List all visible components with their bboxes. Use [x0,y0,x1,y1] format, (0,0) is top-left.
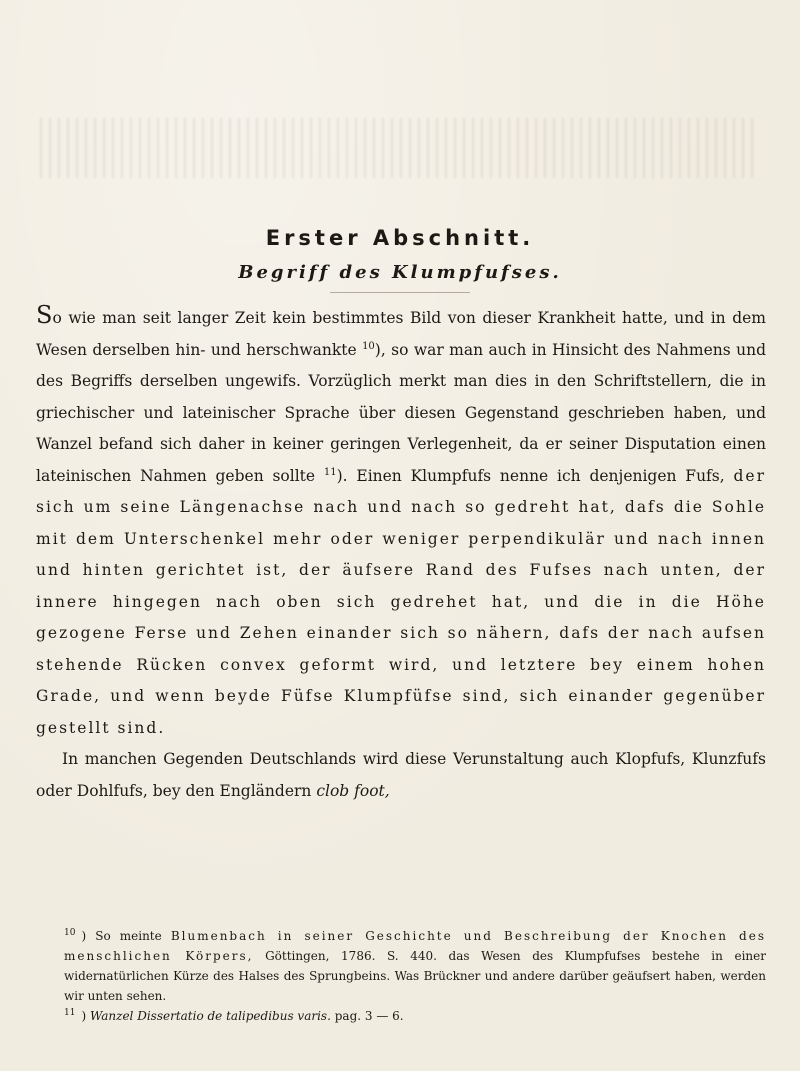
divider-rule [330,292,470,293]
paragraph-1-part-c: ). Einen Klumpfufs nenne ich denjenigen Fufs, [336,466,734,485]
section-subtitle: Begriff des Klumpfufses. [238,262,562,283]
bleed-through-text [40,118,760,178]
footnote-ref-11: 11 [323,466,337,478]
footnote-11 [46,1006,766,1026]
paragraph-1-part-a: o wie man seit langer Zeit kein bestimmtes Bild von dieser Krankheit hatte, und in dem Wesen derselben hin- und herschwankte [36,309,766,359]
footnote-11-citation: Wanzel Dissertatio de talipedibus varis. [89,1009,331,1023]
footnotes [46,926,766,1026]
paragraph-2-part-a: In manchen Gegenden Deutschlands wird diese Verunstaltung auch Klopfufs, Klunzfufs oder Dohlfufs, bey den Engländern [36,750,766,800]
drop-cap: S [36,301,53,329]
section-title: Erster Abschnitt. [265,226,535,250]
paragraph-1 [36,300,766,744]
footnote-ref-10: 10 [362,340,375,352]
body-text [36,300,766,807]
footnote-10-citation: Blumenbach in seiner Geschichte und Beschreibung der Knochen des menschlichen Körpers, [64,929,766,963]
paragraph-2 [36,744,766,807]
footnote-11-part-a: ) [81,1009,90,1023]
footnote-10 [46,926,766,1006]
footnote-11-number: 11 [64,1008,76,1018]
paragraph-2-english-term: clob foot, [316,781,390,800]
footnote-10-number: 10 [64,928,76,938]
footnote-10-part-a: ) So meinte [81,929,171,943]
footnote-10-part-c: Göttingen, 1786. S. 440. das Wesen des Klumpfufses bestehe in einer widernatürlichen Kürze des Halses des Sprungbeins. Was Brückner und andere darüber geäufsert haben, werden wir unten sehen. [64,949,766,1003]
definition-spaced-text: der sich um seine Längenachse nach und nach so gedreht hat, dafs die Sohle mit dem Unterschenkel mehr oder weniger perpendikulär und nach innen und hinten gerichtet ist, der äufsere Rand des Fufses nach unten, der innere hingegen nach oben sich gedrehet hat, und die in die Höhe gezogene Ferse und Zehen einander sich so nähern, dafs der nach aufsen stehende Rücken convex geformt wird, und letztere bey einem hohen Grade, und wenn beyde Füfse Klumpfüfse sind, sich einander gegenüber gestellt sind. [36,466,766,737]
footnote-11-part-c: pag. 3 — 6. [330,1009,404,1023]
paragraph-1-part-b: ), so war man auch in Hinsicht des Nahmens und des Begriffs derselben ungewifs. Vorzüglich merkt man dies in den Schriftstellern, die in griechischer und lateinischer Sprache über diesen Gegenstand geschrieben haben, und Wanzel befand sich daher in keiner geringen Verlegenheit, da er seiner Disputation einen lateinischen Nahmen geben sollte [36,340,766,485]
